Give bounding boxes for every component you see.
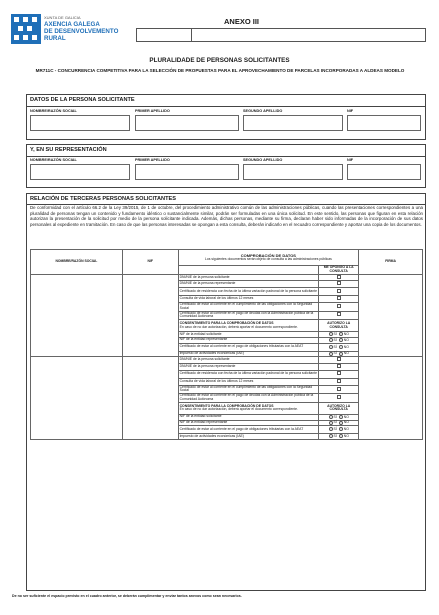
doc-label: Certificado de estar al corriente en el cumplimiento de las obligaciones con la Seguridad Social xyxy=(178,385,319,394)
third-parties-section xyxy=(26,193,426,591)
oppose-cell xyxy=(319,357,359,364)
no-label: NO xyxy=(343,344,349,349)
applicant-nif-field[interactable] xyxy=(347,115,421,131)
oppose-checkbox[interactable] xyxy=(337,395,341,399)
person-name-cell[interactable] xyxy=(31,274,123,357)
page-subtitle: MR711C - CONCURRENCIA COMPETITIVA PARA LA SELECCIÓN DE PROPUESTAS PARA EL APROVECHAMIENTO DE PARCELAS INCORPORADAS A ALDEAS MODELO xyxy=(35,68,405,73)
representative-name-field[interactable] xyxy=(30,164,130,180)
no-label: NO xyxy=(343,427,349,432)
no-label: NO xyxy=(343,420,349,425)
yes-label: SÍ xyxy=(333,414,337,419)
consent-doc-label: Impuesto de actividades económicas (IAE) xyxy=(178,351,319,357)
representative-section-title: Y, EN SU REPRESENTACIÓN xyxy=(30,147,107,153)
doc-label: DNI/NIE de la persona representante xyxy=(178,281,319,288)
consent-sub: En caso de no dar autorización, deberá aportar el documento correspondiente. xyxy=(179,407,298,412)
applicant-second-surname-field[interactable] xyxy=(243,115,343,131)
applicant-nif-label: NIF xyxy=(347,109,354,113)
divider xyxy=(27,106,425,107)
org-line-4: RURAL xyxy=(44,35,66,42)
no-label: NO xyxy=(343,434,349,439)
doc-label: DNI/NIE de la persona representante xyxy=(178,364,319,371)
oppose-cell xyxy=(319,302,359,311)
oppose-cell xyxy=(319,378,359,385)
consent-doc-label: NIF de la entidad solicitante xyxy=(178,414,319,420)
applicant-second-surname-label: SEGUNDO APELLIDO xyxy=(243,109,283,113)
no-label: NO xyxy=(343,351,349,356)
representative-nif-field[interactable] xyxy=(347,164,421,180)
doc-label: DNI/NIE de la persona solicitante xyxy=(178,357,319,364)
representative-section xyxy=(26,144,426,188)
annex-label: ANEXO III xyxy=(224,17,260,26)
consent-doc-label: NIF de la entidad representante xyxy=(178,337,319,343)
oppose-checkbox[interactable] xyxy=(337,312,341,316)
consent-sub: En caso de no dar autorización, deberá aportar el documento correspondiente. xyxy=(179,324,298,329)
yes-radio[interactable] xyxy=(329,338,333,342)
oppose-checkbox[interactable] xyxy=(337,379,341,383)
third-parties-text: De conformidad con el artículo 66.2 de la Ley 39/2015, de 1 de octubre, del procedimiento administrativo común de las administraciones públicas, cuando las presentaciones correspondientes a una pluralidad de personas tengan un contenido y fundamento idéntico o sustancialmente similar, podrán ser formuladas en una única solicitud. En este sentido, las personas que figuran en esta relación autorizan la presentación de la solicitud por medio de la persona solicitante indicada. Además, dichas personas, mediante su firma, declaran haber sido informadas de la incorporación de sus datos personales al expediente en tramitación. En caso de que las personas interesadas se opongan a esta consulta, deberán indicarlo en el recuadro correspondiente y aportar una copia de los documentos. xyxy=(30,205,423,227)
oppose-checkbox[interactable] xyxy=(337,387,341,391)
col-header-nif: NIF xyxy=(122,250,178,275)
third-parties-section-title: RELACIÓN DE TERCERAS PERSONAS SOLICITANTES xyxy=(30,196,176,202)
header-code-cell xyxy=(136,28,192,42)
table-row xyxy=(31,274,423,281)
col-header-check xyxy=(178,250,359,266)
oppose-checkbox[interactable] xyxy=(337,281,341,285)
consent-doc-label: NIF de la entidad representante xyxy=(178,420,319,426)
consent-choice-cell xyxy=(319,426,359,434)
third-parties-table xyxy=(30,249,423,440)
page-title: PLURALIDADE DE PERSONAS SOLICITANTES xyxy=(149,57,290,64)
oppose-cell xyxy=(319,370,359,378)
representative-first-surname-label: PRIMER APELLIDO xyxy=(135,158,170,162)
oppose-cell xyxy=(319,364,359,371)
col-header-sign: FIRMA xyxy=(359,250,423,275)
oppose-cell xyxy=(319,311,359,320)
oppose-cell xyxy=(319,288,359,296)
consent-col-header: AUTORIZO LA CONSULTA xyxy=(319,402,359,414)
consent-header xyxy=(178,320,319,332)
person-nif-cell[interactable] xyxy=(122,274,178,357)
no-label: NO xyxy=(343,337,349,342)
yes-radio[interactable] xyxy=(329,434,333,438)
yes-label: SÍ xyxy=(333,434,337,439)
representative-second-surname-field[interactable] xyxy=(243,164,343,180)
yes-label: SÍ xyxy=(333,420,337,425)
org-line-3: DE DESENVOLVEMENTO xyxy=(44,28,119,35)
yes-label: SÍ xyxy=(333,344,337,349)
person-nif-cell[interactable] xyxy=(122,357,178,440)
no-label: NO xyxy=(343,332,349,337)
yes-label: SÍ xyxy=(333,337,337,342)
consent-doc-label: Certificado de estar al corriente en el pago de obligaciones tributarias con la AEAT xyxy=(178,343,319,351)
oppose-checkbox[interactable] xyxy=(337,357,341,361)
oppose-checkbox[interactable] xyxy=(337,304,341,308)
signature-cell[interactable] xyxy=(359,357,423,440)
no-radio[interactable] xyxy=(339,338,343,342)
no-radio[interactable] xyxy=(339,427,343,431)
yes-radio[interactable] xyxy=(329,345,333,349)
doc-label: Consulta de vida laboral de los últimos 12 meses xyxy=(178,296,319,303)
col-header-spacer xyxy=(178,266,319,275)
no-radio[interactable] xyxy=(339,421,343,425)
no-radio[interactable] xyxy=(339,434,343,438)
galicia-flag-icon xyxy=(11,14,41,44)
doc-label: Certificado de residencia con fecha de la última variación padronal de la persona solicitante xyxy=(178,370,319,378)
no-radio[interactable] xyxy=(339,332,343,336)
footer-note: De no ser suficiente el espacio previsto en el cuadro anterior, se deberán cumplimentar y enviar tantos anexos como sean necesarios. xyxy=(12,594,242,598)
applicant-first-surname-field[interactable] xyxy=(135,115,239,131)
oppose-checkbox[interactable] xyxy=(337,289,341,293)
consent-doc-label: NIF de la entidad solicitante xyxy=(178,332,319,338)
yes-label: SÍ xyxy=(333,351,337,356)
representative-first-surname-field[interactable] xyxy=(135,164,239,180)
doc-label: Certificado de estar al corriente en el pago de deudas con la Administración pública de la Comunidad Autónoma xyxy=(178,311,319,320)
oppose-cell xyxy=(319,281,359,288)
applicant-section-title: DATOS DE LA PERSONA SOLICITANTE xyxy=(30,97,135,103)
consent-doc-label: Certificado de estar al corriente en el pago de obligaciones tributarias con la AEAT xyxy=(178,426,319,434)
oppose-cell xyxy=(319,274,359,281)
representative-nif-label: NIF xyxy=(347,158,354,162)
no-radio[interactable] xyxy=(339,345,343,349)
applicant-name-label: NOMBRE/RAZÓN SOCIAL xyxy=(30,109,77,113)
no-radio[interactable] xyxy=(339,415,343,419)
yes-label: SÍ xyxy=(333,427,337,432)
consent-title: CONSENTIMIENTO PARA LA COMPROBACIÓN DE DATOS xyxy=(179,320,274,325)
col-header-check-title: COMPROBACIÓN DE DATOS xyxy=(240,252,296,258)
col-header-oppose: ME OPONGO A LA CONSULTA xyxy=(319,266,359,275)
oppose-cell xyxy=(319,296,359,303)
divider xyxy=(27,156,425,157)
org-line-2: AXENCIA GALEGA xyxy=(44,21,100,28)
consent-header xyxy=(178,402,319,414)
consent-choice-cell xyxy=(319,434,359,440)
applicant-section xyxy=(26,94,426,140)
consent-doc-label: Impuesto de actividades económicas (IAE) xyxy=(178,434,319,440)
doc-label: Certificado de residencia con fecha de la última variación padronal de la persona solicitante xyxy=(178,288,319,296)
oppose-checkbox[interactable] xyxy=(337,275,341,279)
yes-radio[interactable] xyxy=(329,427,333,431)
oppose-cell xyxy=(319,394,359,403)
signature-cell[interactable] xyxy=(359,274,423,357)
col-header-name: NOMBRE/RAZÓN SOCIAL xyxy=(31,250,123,275)
doc-label: DNI/NIE de la persona solicitante xyxy=(178,274,319,281)
yes-radio[interactable] xyxy=(329,352,333,356)
person-name-cell[interactable] xyxy=(31,357,123,440)
oppose-checkbox[interactable] xyxy=(337,371,341,375)
doc-label: Certificado de estar al corriente en el pago de deudas con la Administración pública de la Comunidad Autónoma xyxy=(178,394,319,403)
representative-second-surname-label: SEGUNDO APELLIDO xyxy=(243,158,283,162)
oppose-checkbox[interactable] xyxy=(337,296,341,300)
no-label: NO xyxy=(343,414,349,419)
applicant-first-surname-label: PRIMER APELLIDO xyxy=(135,109,170,113)
col-header-check-sub: Los siguientes documentos serán objeto de consulta a las administraciones públicas xyxy=(204,256,332,261)
applicant-name-field[interactable] xyxy=(30,115,130,131)
org-line-1: XUNTA DE GALICIA xyxy=(44,15,81,20)
organization-name xyxy=(44,14,124,42)
oppose-cell xyxy=(319,385,359,394)
consent-col-header: AUTORIZO LA CONSULTA xyxy=(319,320,359,332)
doc-label: Consulta de vida laboral de los últimos 12 meses xyxy=(178,378,319,385)
yes-radio[interactable] xyxy=(329,421,333,425)
consent-title: CONSENTIMIENTO PARA LA COMPROBACIÓN DE DATOS xyxy=(179,403,274,408)
table-row xyxy=(31,357,423,364)
no-radio[interactable] xyxy=(339,352,343,356)
consent-choice-cell xyxy=(319,343,359,351)
yes-radio[interactable] xyxy=(329,415,333,419)
yes-radio[interactable] xyxy=(329,332,333,336)
yes-label: SÍ xyxy=(333,332,337,337)
doc-label: Certificado de estar al corriente en el cumplimiento de las obligaciones con la Seguridad Social xyxy=(178,302,319,311)
oppose-checkbox[interactable] xyxy=(337,364,341,368)
representative-name-label: NOMBRE/RAZÓN SOCIAL xyxy=(30,158,77,162)
